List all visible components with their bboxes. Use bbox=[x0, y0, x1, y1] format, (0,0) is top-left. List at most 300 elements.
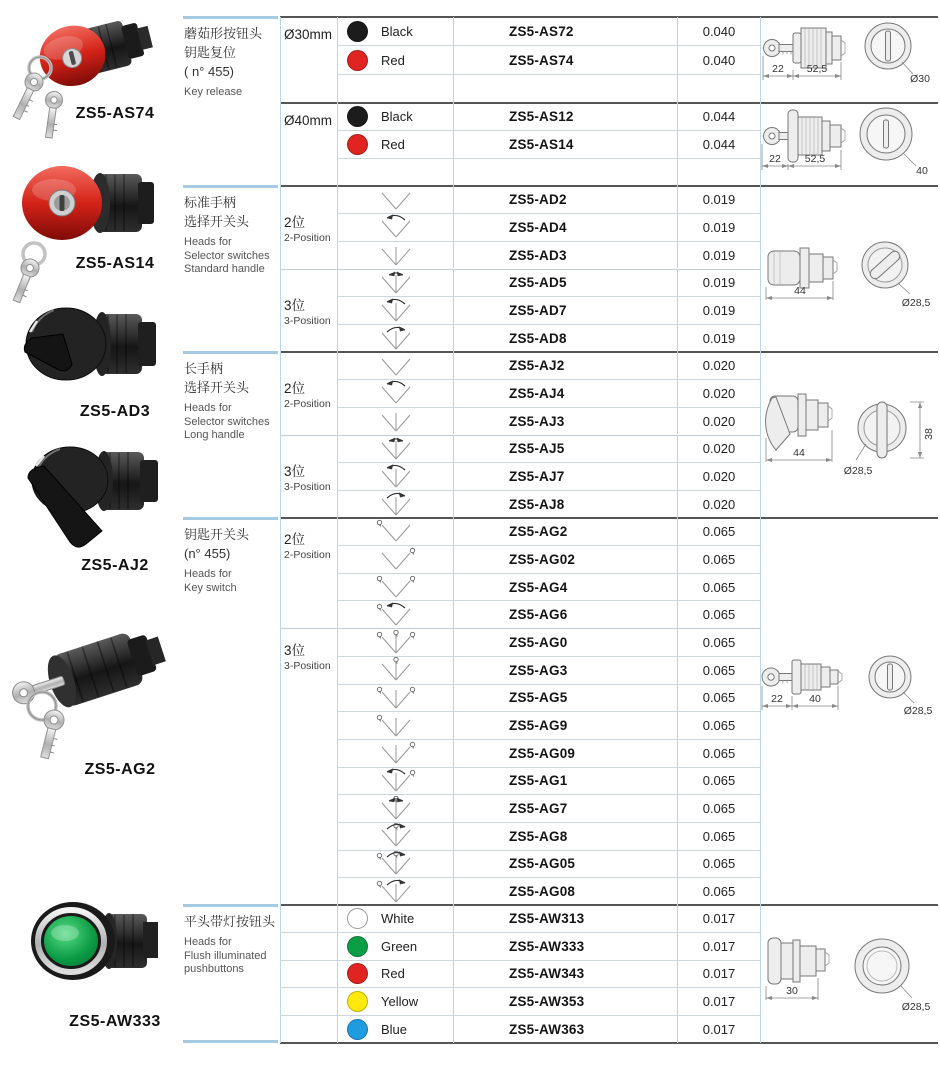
position-group bbox=[281, 352, 760, 435]
part-number: ZS5-AS12 bbox=[454, 103, 678, 130]
position-symbol-icon bbox=[374, 602, 418, 628]
description-line-zh: 平头带灯按钮头 bbox=[184, 914, 276, 929]
color-dot bbox=[347, 50, 368, 71]
table-row bbox=[338, 214, 760, 242]
part-number: ZS5-AD8 bbox=[454, 325, 678, 352]
part-number: ZS5-AJ4 bbox=[454, 380, 678, 407]
part-number: ZS5-AD5 bbox=[454, 270, 678, 297]
position-symbol-icon bbox=[374, 713, 418, 739]
symbol-cell bbox=[338, 518, 454, 545]
weight-value: 0.019 bbox=[702, 331, 736, 347]
weight-value: 0.065 bbox=[702, 801, 736, 817]
table-row bbox=[338, 380, 760, 408]
product-label: ZS5-AJ2 bbox=[81, 557, 149, 574]
description-line-en: Flush illuminated bbox=[184, 949, 267, 962]
symbol-cell bbox=[338, 1016, 454, 1043]
symbol-cell bbox=[338, 380, 454, 407]
position-group bbox=[281, 628, 760, 905]
weight-value: 0.019 bbox=[702, 275, 736, 291]
color-label: Blue bbox=[381, 1022, 408, 1038]
weight-value bbox=[678, 159, 760, 186]
part-number: ZS5-AG9 bbox=[454, 712, 678, 739]
position-sublabel: 3-Position bbox=[284, 660, 331, 673]
weight-value: 0.065 bbox=[702, 551, 736, 567]
color-label: Green bbox=[381, 938, 418, 954]
position-label: 3位 bbox=[284, 298, 306, 314]
position-label-cell bbox=[281, 933, 338, 960]
weight-value: 0.020 bbox=[702, 441, 736, 457]
part-number: ZS5-AJ8 bbox=[454, 491, 678, 518]
symbol-cell bbox=[338, 463, 454, 490]
position-symbol-icon bbox=[374, 740, 418, 766]
part-number: ZS5-AG0 bbox=[454, 629, 678, 656]
position-group bbox=[281, 186, 760, 269]
weight-value: 0.065 bbox=[702, 523, 736, 539]
product-photo-key-switch-ag2 bbox=[0, 594, 176, 762]
description-line-en: Long handle bbox=[184, 429, 245, 441]
part-number: ZS5-AJ3 bbox=[454, 408, 678, 435]
position-sublabel: 3-Position bbox=[284, 481, 331, 494]
table-row bbox=[338, 518, 760, 546]
description-rule bbox=[183, 1040, 278, 1043]
symbol-cell bbox=[338, 75, 454, 103]
table-row bbox=[338, 325, 760, 352]
position-label-cell bbox=[281, 17, 338, 103]
weight-value: 0.065 bbox=[702, 635, 736, 651]
position-symbol-icon bbox=[374, 851, 418, 877]
table-row bbox=[338, 491, 760, 518]
color-dot bbox=[347, 991, 368, 1012]
symbol-cell bbox=[338, 546, 454, 573]
part-number: ZS5-AD3 bbox=[454, 242, 678, 269]
dimension-drawing-selector-standard bbox=[760, 238, 938, 312]
symbol-cell bbox=[338, 988, 454, 1015]
part-number: ZS5-AW333 bbox=[454, 933, 678, 960]
part-number: ZS5-AG09 bbox=[454, 740, 678, 767]
position-symbol-icon bbox=[374, 464, 418, 490]
product-photo-mushroom-key-as14 bbox=[2, 158, 174, 306]
description-line-zh: 选择开关头 bbox=[184, 380, 250, 395]
part-number: ZS5-AW343 bbox=[454, 961, 678, 988]
position-symbol-icon bbox=[374, 242, 418, 268]
table-row bbox=[338, 795, 760, 823]
description-line-en bbox=[184, 86, 280, 100]
position-label-cell bbox=[281, 961, 338, 988]
position-symbol-icon bbox=[374, 685, 418, 711]
weight-value: 0.017 bbox=[702, 910, 736, 926]
description-line-en bbox=[184, 236, 280, 277]
rows-container bbox=[281, 905, 760, 1043]
position-label-cell bbox=[281, 518, 338, 628]
rows-container bbox=[338, 103, 760, 186]
symbol-cell bbox=[338, 629, 454, 656]
position-symbol-icon bbox=[374, 436, 418, 462]
svg-text:Ø28,5: Ø28,5 bbox=[903, 705, 933, 717]
symbol-cell bbox=[338, 685, 454, 712]
description-line-zh: 标准手柄 bbox=[184, 195, 237, 210]
symbol-cell bbox=[338, 103, 454, 130]
description-line-en: pushbuttons bbox=[184, 963, 244, 975]
table-row bbox=[281, 933, 760, 961]
symbol-cell bbox=[338, 131, 454, 158]
position-group bbox=[281, 103, 760, 186]
color-dot bbox=[347, 936, 368, 957]
weight-value: 0.017 bbox=[702, 966, 736, 982]
weight-value: 0.044 bbox=[702, 109, 736, 124]
description-line-en: Key switch bbox=[184, 581, 237, 594]
rows-container bbox=[338, 352, 760, 435]
table-section-ad bbox=[280, 186, 761, 352]
svg-text:52,5: 52,5 bbox=[804, 153, 826, 165]
rows-container bbox=[338, 629, 760, 905]
weight-value: 0.065 bbox=[702, 884, 736, 900]
symbol-cell bbox=[338, 740, 454, 767]
table-row bbox=[338, 270, 760, 298]
table-section-as40 bbox=[280, 103, 761, 186]
position-group bbox=[281, 269, 760, 353]
color-label: Black bbox=[381, 23, 413, 39]
table-row bbox=[338, 436, 760, 464]
symbol-cell bbox=[338, 297, 454, 324]
rows-container bbox=[338, 436, 760, 519]
part-number: ZS5-AJ7 bbox=[454, 463, 678, 490]
position-sublabel: 2-Position bbox=[284, 549, 331, 561]
svg-text:38: 38 bbox=[923, 428, 935, 440]
part-number: ZS5-AJ2 bbox=[454, 352, 678, 379]
position-symbol-icon bbox=[374, 492, 418, 518]
color-dot bbox=[347, 134, 368, 155]
description-rule bbox=[183, 16, 278, 19]
svg-text:22: 22 bbox=[769, 153, 781, 165]
svg-text:40: 40 bbox=[809, 693, 821, 705]
description-rule bbox=[183, 185, 278, 188]
weight-value: 0.065 bbox=[702, 579, 736, 595]
dimension-drawing-selector-long bbox=[760, 388, 938, 490]
table-row bbox=[338, 17, 760, 46]
color-label: Black bbox=[381, 109, 413, 124]
symbol-cell bbox=[338, 712, 454, 739]
table-row bbox=[338, 823, 760, 851]
symbol-cell bbox=[338, 17, 454, 45]
description-line-zh: ( n° 455) bbox=[184, 64, 235, 79]
table-row bbox=[338, 629, 760, 657]
section-description bbox=[184, 912, 280, 977]
symbol-cell bbox=[338, 242, 454, 269]
weight-value: 0.044 bbox=[702, 137, 736, 152]
part-number: ZS5-AS74 bbox=[454, 46, 678, 74]
weight-value: 0.040 bbox=[702, 23, 736, 39]
position-symbol-icon bbox=[374, 796, 418, 822]
product-label: ZS5-AS74 bbox=[75, 105, 155, 122]
part-number: ZS5-AG6 bbox=[454, 601, 678, 628]
position-sublabel: 2-Position bbox=[284, 397, 331, 410]
product-label: ZS5-AS14 bbox=[75, 255, 155, 272]
table-row bbox=[281, 961, 760, 989]
weight-value: 0.017 bbox=[702, 994, 736, 1010]
weight-value: 0.040 bbox=[702, 52, 736, 68]
position-group bbox=[281, 17, 760, 103]
svg-text:44: 44 bbox=[794, 285, 806, 297]
description-line-en: Selector switches bbox=[184, 415, 270, 428]
table-row bbox=[338, 159, 760, 186]
symbol-cell bbox=[338, 352, 454, 379]
position-symbol-icon bbox=[374, 326, 418, 352]
position-symbol-icon bbox=[374, 380, 418, 406]
weight-value: 0.020 bbox=[702, 413, 736, 429]
svg-text:52,5: 52,5 bbox=[806, 63, 828, 75]
table-row bbox=[338, 408, 760, 435]
weight-value: 0.017 bbox=[702, 938, 736, 954]
table-section-aw bbox=[280, 905, 761, 1043]
svg-text:Ø28,5: Ø28,5 bbox=[901, 297, 931, 309]
position-label-cell bbox=[281, 629, 338, 905]
description-rule bbox=[183, 351, 278, 354]
weight-value: 0.065 bbox=[702, 773, 736, 789]
description-line-en: Heads for bbox=[184, 936, 232, 948]
position-label-cell bbox=[281, 270, 338, 353]
svg-text:Ø30: Ø30 bbox=[910, 73, 930, 85]
position-group bbox=[281, 905, 760, 1043]
symbol-cell bbox=[338, 851, 454, 878]
table-row bbox=[338, 46, 760, 75]
rows-container bbox=[338, 17, 760, 103]
color-dot bbox=[347, 963, 368, 984]
position-label-cell bbox=[281, 905, 338, 932]
position-symbol-icon bbox=[374, 186, 418, 212]
symbol-cell bbox=[338, 961, 454, 988]
part-number: ZS5-AG1 bbox=[454, 768, 678, 795]
color-label: Red bbox=[381, 137, 405, 152]
symbol-cell bbox=[338, 491, 454, 518]
symbol-cell bbox=[338, 768, 454, 795]
part-number: ZS5-AG5 bbox=[454, 685, 678, 712]
symbol-cell bbox=[338, 270, 454, 297]
table-row bbox=[338, 103, 760, 131]
description-rule bbox=[183, 517, 278, 520]
symbol-cell bbox=[338, 878, 454, 905]
symbol-cell bbox=[338, 601, 454, 628]
table-row bbox=[338, 740, 760, 768]
color-label: Red bbox=[381, 966, 405, 982]
symbol-cell bbox=[338, 795, 454, 822]
svg-text:44: 44 bbox=[793, 447, 805, 459]
position-label: 2位 bbox=[284, 214, 306, 230]
description-line-en bbox=[184, 402, 280, 443]
weight-value: 0.017 bbox=[702, 1022, 736, 1038]
position-label-cell bbox=[281, 352, 338, 435]
rows-container bbox=[338, 270, 760, 353]
weight-value bbox=[678, 75, 760, 103]
symbol-cell bbox=[338, 186, 454, 213]
position-label: 3位 bbox=[284, 464, 306, 480]
table-row bbox=[338, 131, 760, 159]
position-symbol-icon bbox=[374, 823, 418, 849]
rows-container bbox=[338, 518, 760, 628]
svg-text:22: 22 bbox=[772, 63, 784, 75]
product-photo-selector-standard-ad3 bbox=[8, 298, 168, 400]
part-number: ZS5-AJ5 bbox=[454, 436, 678, 463]
position-label: Ø30mm bbox=[284, 27, 333, 42]
position-symbol-icon bbox=[374, 546, 418, 572]
description-line-zh: 蘑茹形按钮头 bbox=[184, 26, 263, 41]
weight-value: 0.065 bbox=[702, 690, 736, 706]
rows-container bbox=[338, 186, 760, 269]
weight-value: 0.065 bbox=[702, 662, 736, 678]
part-number: ZS5-AS14 bbox=[454, 131, 678, 158]
symbol-cell bbox=[338, 159, 454, 186]
part-number: ZS5-AG8 bbox=[454, 823, 678, 850]
description-rule bbox=[183, 904, 278, 907]
table-row bbox=[338, 463, 760, 491]
symbol-cell bbox=[338, 574, 454, 601]
table-row bbox=[338, 186, 760, 214]
position-label-cell bbox=[281, 436, 338, 519]
svg-text:Ø28,5: Ø28,5 bbox=[843, 465, 873, 477]
symbol-cell bbox=[338, 933, 454, 960]
section-description bbox=[184, 525, 280, 595]
position-symbol-icon bbox=[374, 518, 418, 544]
position-symbol-icon bbox=[374, 574, 418, 600]
table-section-aj bbox=[280, 352, 761, 518]
table-row bbox=[338, 685, 760, 713]
section-description bbox=[184, 193, 280, 277]
part-number bbox=[454, 75, 678, 103]
description-line-en bbox=[184, 568, 280, 595]
position-symbol-icon bbox=[374, 298, 418, 324]
description-line-zh: 长手柄 bbox=[184, 361, 224, 376]
position-symbol-icon bbox=[374, 408, 418, 434]
part-number: ZS5-AW313 bbox=[454, 905, 678, 932]
part-number: ZS5-AG7 bbox=[454, 795, 678, 822]
table-row bbox=[338, 546, 760, 574]
color-dot bbox=[347, 908, 368, 929]
description-line-zh: 钥匙开关头 bbox=[184, 527, 250, 542]
description-line-en: Heads for bbox=[184, 568, 232, 580]
position-sublabel: 2-Position bbox=[284, 231, 331, 244]
position-symbol-icon bbox=[374, 630, 418, 656]
part-number: ZS5-AD7 bbox=[454, 297, 678, 324]
product-label: ZS5-AG2 bbox=[84, 761, 156, 778]
weight-value: 0.019 bbox=[702, 247, 736, 263]
part-number: ZS5-AG2 bbox=[454, 518, 678, 545]
position-label: 2位 bbox=[284, 380, 306, 396]
symbol-cell bbox=[338, 905, 454, 932]
table-row bbox=[281, 905, 760, 933]
weight-value: 0.019 bbox=[702, 303, 736, 319]
dimension-drawing-mushroom-30 bbox=[760, 18, 938, 100]
section-description bbox=[184, 359, 280, 443]
position-label-cell bbox=[281, 103, 338, 186]
part-number bbox=[454, 159, 678, 186]
symbol-cell bbox=[338, 46, 454, 74]
description-line-zh: 钥匙复位 bbox=[184, 45, 237, 60]
description-line-en: Selector switches bbox=[184, 249, 270, 262]
description-line-en: Key release bbox=[184, 86, 243, 98]
position-label-cell bbox=[281, 186, 338, 269]
weight-value: 0.020 bbox=[702, 497, 736, 513]
part-number: ZS5-AG05 bbox=[454, 851, 678, 878]
weight-value: 0.019 bbox=[702, 219, 736, 235]
weight-value: 0.065 bbox=[702, 607, 736, 623]
color-dot bbox=[347, 106, 368, 127]
table-row bbox=[281, 988, 760, 1016]
svg-text:40: 40 bbox=[916, 165, 928, 177]
weight-value: 0.065 bbox=[702, 745, 736, 761]
position-label: Ø40mm bbox=[284, 113, 333, 128]
part-number: ZS5-AD2 bbox=[454, 186, 678, 213]
part-number: ZS5-AW353 bbox=[454, 988, 678, 1015]
weight-value: 0.065 bbox=[702, 718, 736, 734]
part-number: ZS5-AG4 bbox=[454, 574, 678, 601]
weight-value: 0.020 bbox=[702, 385, 736, 401]
section-description bbox=[184, 24, 280, 100]
part-number: ZS5-AW363 bbox=[454, 1016, 678, 1043]
weight-value: 0.065 bbox=[702, 856, 736, 872]
table-row bbox=[338, 601, 760, 628]
svg-text:Ø28,5: Ø28,5 bbox=[901, 1001, 931, 1013]
symbol-cell bbox=[338, 325, 454, 352]
table-section-ag bbox=[280, 518, 761, 905]
description-line-en: Standard handle bbox=[184, 263, 265, 275]
product-label: ZS5-AW333 bbox=[69, 1013, 161, 1030]
table-row bbox=[338, 297, 760, 325]
table-section-as30 bbox=[280, 17, 761, 103]
color-dot bbox=[347, 21, 368, 42]
part-number: ZS5-AD4 bbox=[454, 214, 678, 241]
position-label: 3位 bbox=[284, 643, 306, 659]
dimension-drawing-flush-pushbutton bbox=[760, 926, 938, 1016]
table-row bbox=[338, 657, 760, 685]
color-dot bbox=[347, 1019, 368, 1040]
part-number: ZS5-AG3 bbox=[454, 657, 678, 684]
table-row bbox=[338, 574, 760, 602]
dimension-drawing-key-switch bbox=[760, 650, 938, 728]
table-row bbox=[281, 1016, 760, 1043]
weight-value: 0.020 bbox=[702, 469, 736, 485]
weight-value: 0.020 bbox=[702, 357, 736, 373]
position-symbol-icon bbox=[374, 214, 418, 240]
position-symbol-icon bbox=[374, 768, 418, 794]
position-sublabel: 3-Position bbox=[284, 315, 331, 328]
product-photo-selector-long-aj2 bbox=[8, 440, 168, 558]
table-row bbox=[338, 768, 760, 796]
part-number: ZS5-AG02 bbox=[454, 546, 678, 573]
color-label: Yellow bbox=[381, 994, 419, 1010]
symbol-cell bbox=[338, 436, 454, 463]
color-label: White bbox=[381, 910, 415, 926]
weight-value: 0.065 bbox=[702, 828, 736, 844]
position-symbol-icon bbox=[374, 352, 418, 378]
table-row bbox=[338, 352, 760, 380]
weight-value: 0.019 bbox=[702, 191, 736, 207]
table-row bbox=[338, 878, 760, 905]
symbol-cell bbox=[338, 657, 454, 684]
position-label-cell bbox=[281, 1016, 338, 1043]
position-label-cell bbox=[281, 988, 338, 1015]
position-group bbox=[281, 435, 760, 519]
table-row bbox=[338, 75, 760, 103]
position-symbol-icon bbox=[374, 657, 418, 683]
description-line-en: Heads for bbox=[184, 402, 232, 414]
svg-text:30: 30 bbox=[786, 985, 798, 997]
position-symbol-icon bbox=[374, 270, 418, 296]
dimension-drawing-mushroom-40 bbox=[760, 104, 938, 186]
product-photo-mushroom-key-as74 bbox=[2, 4, 174, 154]
symbol-cell bbox=[338, 214, 454, 241]
part-number: ZS5-AS72 bbox=[454, 17, 678, 45]
position-label: 2位 bbox=[284, 532, 306, 547]
table-row bbox=[338, 851, 760, 879]
